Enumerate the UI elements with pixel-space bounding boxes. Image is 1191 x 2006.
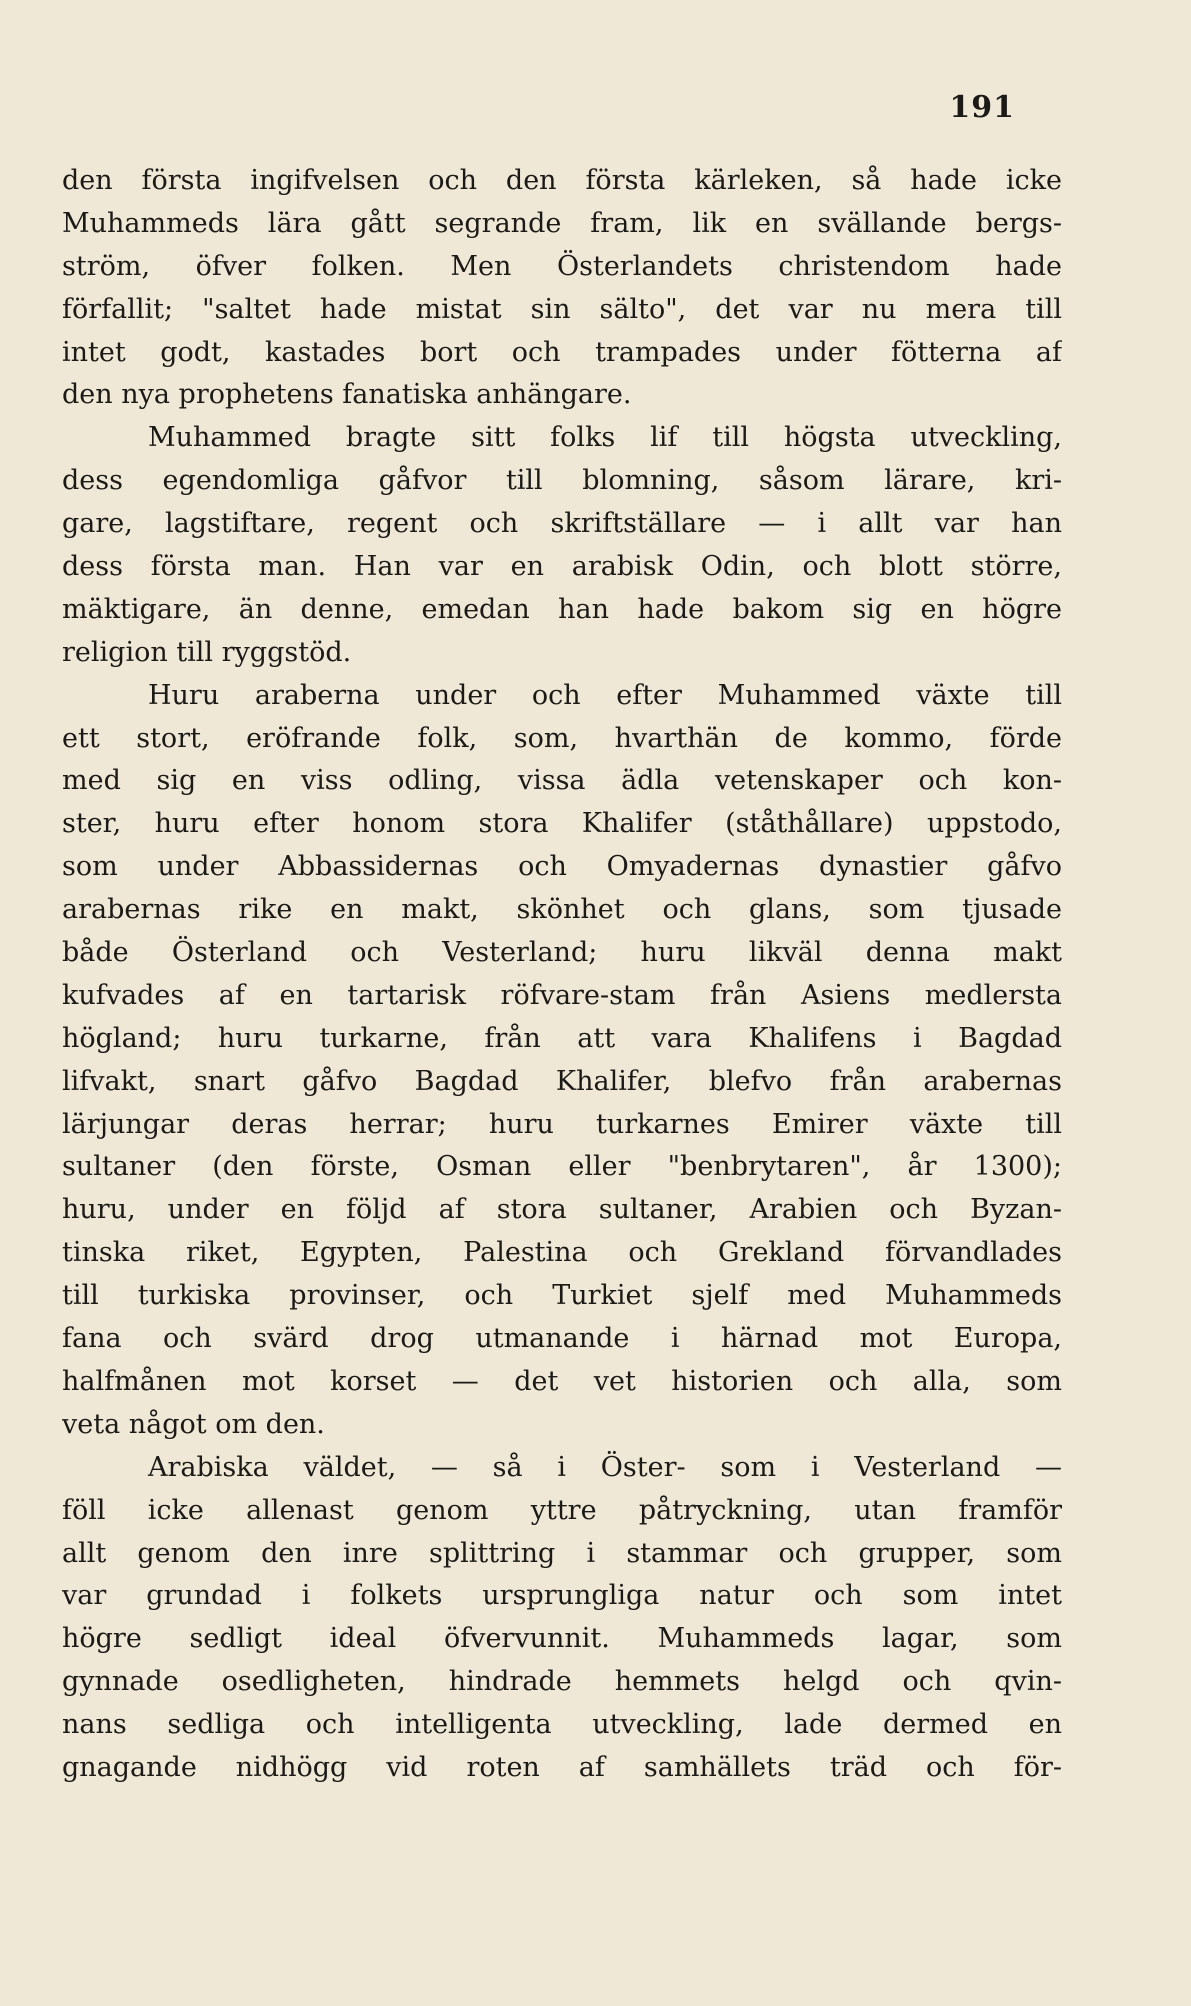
text-line: den nya prophetens fanatiska anhängare. [62,379,632,411]
text-line: allt genom den inre splittring i stammar och grupper, som [62,1537,1062,1569]
text-line: lifvakt, snart gåfvo Bagdad Khalifer, blefvo från arabernas [62,1065,1062,1097]
text-line: religion till ryggstöd. [62,636,352,668]
body-text [62,160,1062,1790]
text-line: kufvades af en tartarisk röfvare-stam från Asiens medlersta [62,979,1062,1011]
text-line: ett stort, eröfrande folk, som, hvarthän de kommo, förde [62,722,1062,754]
text-line: sultaner (den förste, Osman eller "benbrytaren", år 1300); [62,1151,1062,1183]
text-line: gnagande nidhögg vid roten af samhällets träd och för- [62,1751,1062,1783]
text-line: till turkiska provinser, och Turkiet sjelf med Muhammeds [62,1280,1062,1312]
text-line: mäktigare, än denne, emedan han hade bakom sig en högre [62,593,1062,625]
page-number: 191 [949,90,1015,125]
text-line: arabernas rike en makt, skönhet och glans, som tjusade [62,894,1062,926]
text-line: både Österland och Vesterland; huru likväl denna makt [62,937,1062,969]
text-line: som under Abbassidernas och Omyadernas dynastier gåfvo [62,851,1062,883]
text-line: veta något om den. [62,1408,325,1440]
text-line: fana och svärd drog utmanande i härnad mot Europa, [62,1323,1062,1355]
text-line: nans sedliga och intelligenta utveckling, lade dermed en [62,1709,1062,1741]
text-line: förfallit; "saltet hade mistat sin sälto", det var nu mera till [62,293,1062,325]
text-line: högland; huru turkarne, från att vara Khalifens i Bagdad [62,1022,1062,1054]
text-line: dess egendomliga gåfvor till blomning, såsom lärare, kri- [62,465,1062,497]
text-line: tinska riket, Egypten, Palestina och Grekland förvandlades [62,1237,1062,1269]
text-line: med sig en viss odling, vissa ädla vetenskaper och kon- [62,765,1062,797]
text-line: gare, lagstiftare, regent och skriftställare — i allt var han [62,508,1062,540]
text-line: var grundad i folkets ursprungliga natur och som intet [62,1580,1062,1612]
text-line: Arabiska väldet, — så i Öster- som i Vesterland — [148,1451,1062,1483]
text-line: ster, huru efter honom stora Khalifer (ståthållare) uppstodo, [62,808,1062,840]
text-line: dess första man. Han var en arabisk Odin, och blott större, [62,551,1062,583]
text-line: halfmånen mot korset — det vet historien och alla, som [62,1365,1062,1397]
text-line: föll icke allenast genom yttre påtryckning, utan framför [62,1494,1062,1526]
text-line: Muhammeds lära gått segrande fram, lik en svällande bergs- [62,207,1062,239]
text-line: Huru araberna under och efter Muhammed växte till [148,679,1062,711]
text-line: intet godt, kastades bort och trampades under fötterna af [62,336,1062,368]
text-line: lärjungar deras herrar; huru turkarnes Emirer växte till [62,1108,1062,1140]
text-line: huru, under en följd af stora sultaner, Arabien och Byzan- [62,1194,1062,1226]
text-line: högre sedligt ideal öfvervunnit. Muhammeds lagar, som [62,1623,1062,1655]
text-line: ström, öfver folken. Men Österlandets christendom hade [62,250,1062,282]
text-line: Muhammed bragte sitt folks lif till högsta utveckling, [148,422,1062,454]
text-line: den första ingifvelsen och den första kärleken, så hade icke [62,165,1062,196]
text-line: gynnade osedligheten, hindrade hemmets helgd och qvin- [62,1666,1062,1698]
